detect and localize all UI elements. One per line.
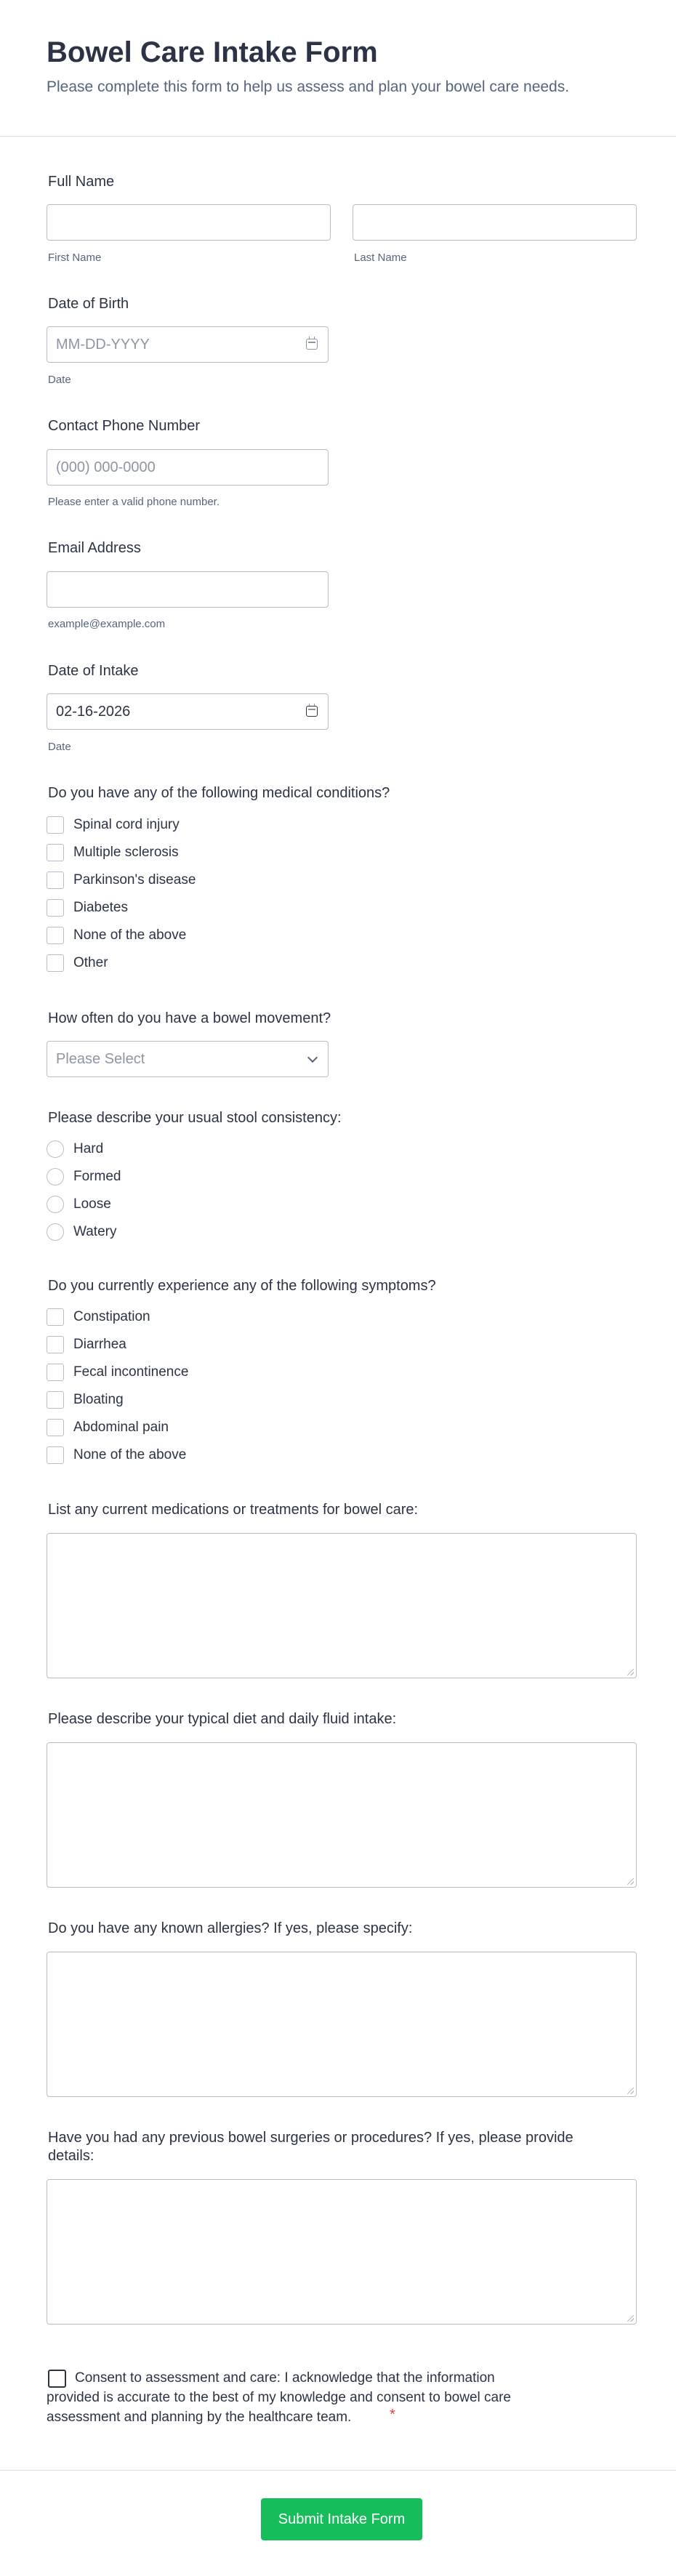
intake-date-label: Date of Intake [48,663,139,679]
symptom-option[interactable]: Abdominal pain [47,1418,169,1437]
consent-text-line1: Consent to assessment and care: I acknowledge that the information [75,2370,495,2386]
last-name-input[interactable] [353,204,637,241]
resize-handle[interactable] [627,1878,634,1885]
checkbox[interactable] [47,1336,64,1353]
consistency-option[interactable]: Watery [47,1223,116,1241]
checkbox[interactable] [47,1446,64,1464]
header-divider [0,136,676,137]
submit-button[interactable]: Submit Intake Form [261,2498,422,2540]
dob-label: Date of Birth [48,296,129,312]
consistency-option[interactable]: Formed [47,1167,121,1186]
checkbox[interactable] [47,1308,64,1326]
consistency-label: Please describe your usual stool consistency: [48,1110,342,1126]
intake-date-input[interactable]: 02-16-2026 [47,693,329,730]
checkbox[interactable] [47,927,64,944]
full-name-label: Full Name [48,174,115,190]
diet-textarea[interactable] [47,1742,637,1888]
email-sublabel: example@example.com [48,618,166,630]
symptoms-label: Do you currently experience any of the following symptoms? [48,1278,436,1294]
condition-option[interactable]: None of the above [47,926,186,945]
symptom-option[interactable]: Diarrhea [47,1335,126,1354]
consent-text-line2: provided is accurate to the best of my knowledge and consent to bowel care [47,2390,511,2405]
radio[interactable] [47,1168,64,1186]
phone-input[interactable]: (000) 000-0000 [47,449,329,486]
form-title: Bowel Care Intake Form [47,36,378,68]
frequency-label: How often do you have a bowel movement? [48,1010,331,1026]
required-mark: * [390,2407,395,2423]
email-label: Email Address [48,540,141,556]
checkbox[interactable] [47,1364,64,1381]
condition-option[interactable]: Other [47,954,108,973]
chevron-down-icon [307,1052,318,1063]
consistency-option[interactable]: Loose [47,1195,111,1214]
symptom-option[interactable]: Bloating [47,1390,124,1409]
dob-sublabel: Date [48,374,71,386]
resize-handle[interactable] [627,2315,634,2322]
resize-handle[interactable] [627,1669,634,1675]
surgeries-label-line1: Have you had any previous bowel surgeries or procedures? If yes, please provide [48,2130,574,2146]
medications-label: List any current medications or treatments for bowel care: [48,1502,419,1518]
surgeries-label-line2: details: [48,2148,94,2164]
checkbox[interactable] [47,1391,64,1409]
form-subtitle: Please complete this form to help us assess and plan your bowel care needs. [47,79,570,95]
first-name-input[interactable] [47,204,331,241]
checkbox[interactable] [47,899,64,917]
checkbox[interactable] [47,872,64,889]
diet-label: Please describe your typical diet and daily fluid intake: [48,1711,397,1727]
checkbox[interactable] [47,954,64,972]
intake-date-sublabel: Date [48,741,71,753]
allergies-textarea[interactable] [47,1952,637,2097]
allergies-label: Do you have any known allergies? If yes, please specify: [48,1920,413,1936]
condition-option[interactable]: Diabetes [47,898,128,917]
medications-textarea[interactable] [47,1533,637,1678]
calendar-icon[interactable] [306,706,318,717]
frequency-select[interactable]: Please Select [47,1041,329,1077]
first-name-sublabel: First Name [48,251,102,264]
symptom-option[interactable]: Fecal incontinence [47,1363,188,1382]
condition-option[interactable]: Multiple sclerosis [47,843,179,862]
email-input[interactable] [47,571,329,608]
consistency-option[interactable]: Hard [47,1140,103,1159]
symptom-option[interactable]: None of the above [47,1446,186,1465]
condition-option[interactable]: Parkinson's disease [47,871,196,890]
calendar-icon[interactable] [306,339,318,350]
footer-divider [0,2470,676,2471]
consent-checkbox[interactable] [48,2370,66,2388]
dob-input[interactable]: MM-DD-YYYY [47,326,329,363]
consent-text-line3: assessment and planning by the healthcare team. [47,2410,352,2425]
phone-sublabel: Please enter a valid phone number. [48,496,220,508]
symptom-option[interactable]: Constipation [47,1308,150,1327]
condition-option[interactable]: Spinal cord injury [47,816,180,834]
checkbox[interactable] [47,1419,64,1436]
phone-label: Contact Phone Number [48,418,201,434]
last-name-sublabel: Last Name [354,251,407,264]
checkbox[interactable] [47,844,64,861]
checkbox[interactable] [47,816,64,834]
radio[interactable] [47,1140,64,1158]
resize-handle[interactable] [627,2088,634,2094]
radio[interactable] [47,1196,64,1213]
radio[interactable] [47,1223,64,1241]
surgeries-textarea[interactable] [47,2179,637,2325]
conditions-label: Do you have any of the following medical conditions? [48,785,390,801]
